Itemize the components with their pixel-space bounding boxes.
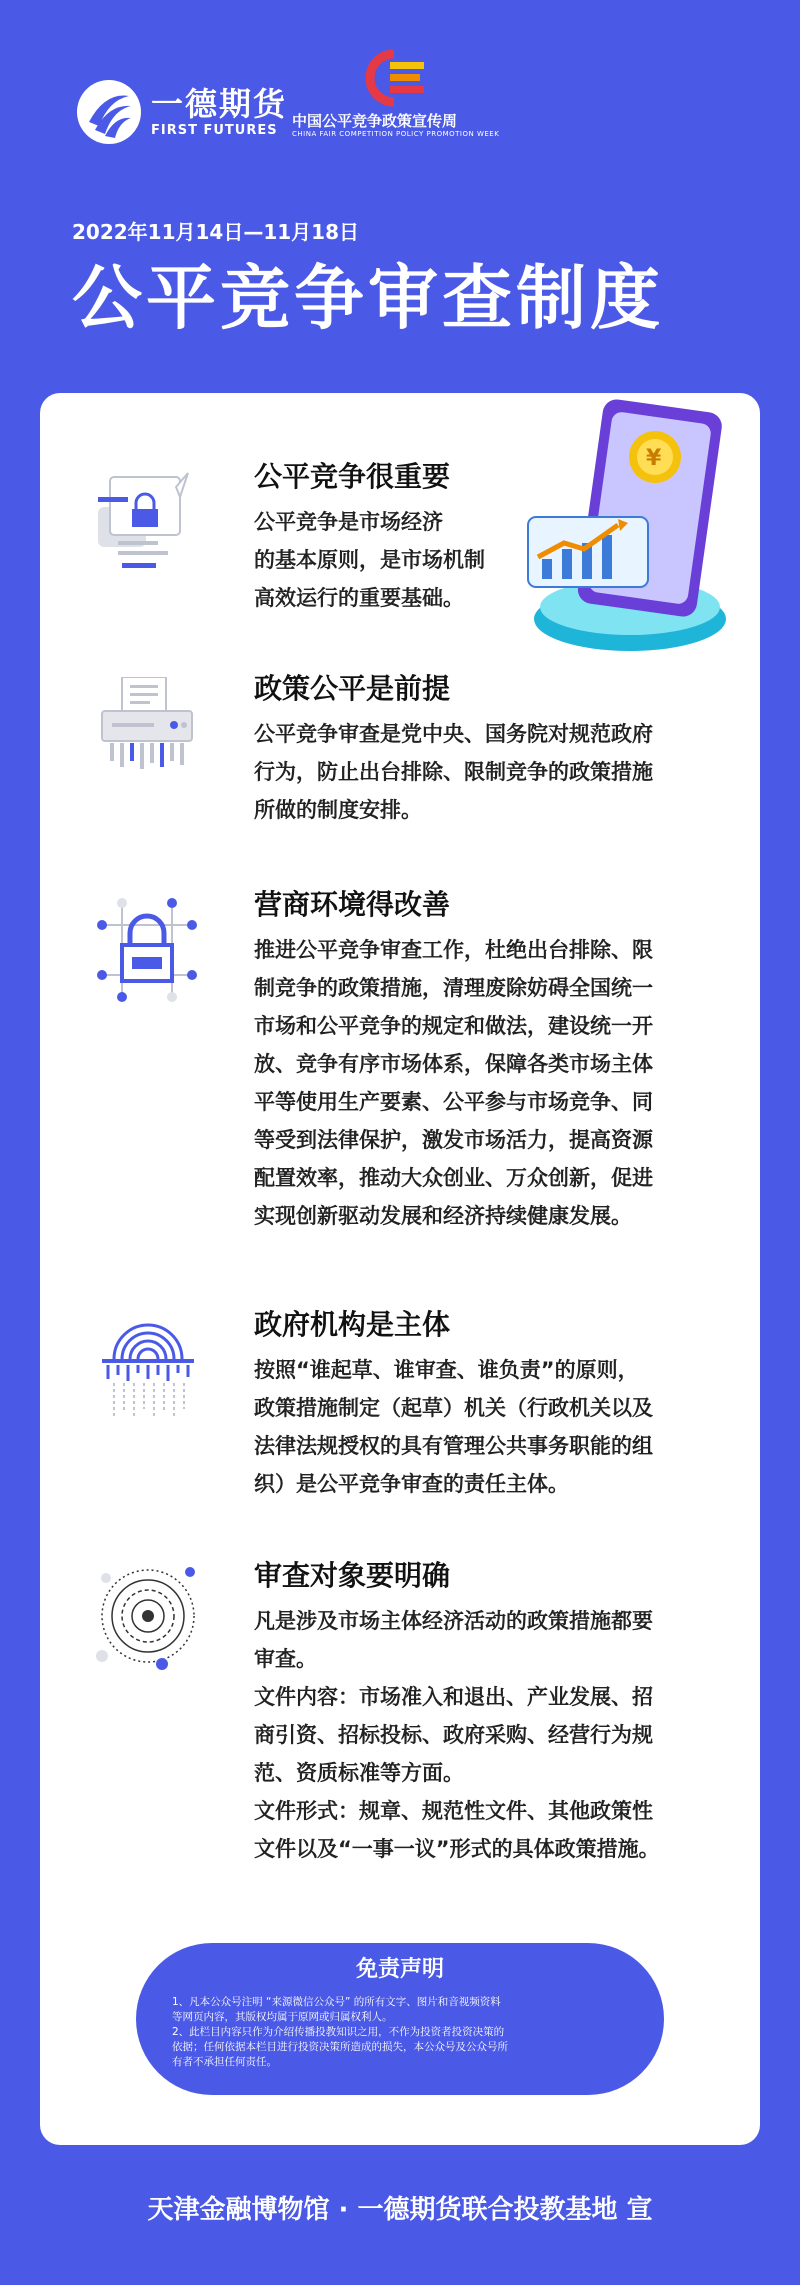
section-title: 营商环境得改善 [254, 888, 451, 921]
content-card [40, 393, 760, 2145]
logo-cn: 一德期货 [151, 85, 288, 123]
event-cn: 中国公平竞争政策宣传周 [292, 112, 458, 130]
promotion-week-emblem-icon [354, 48, 434, 108]
chat-lock-icon [92, 467, 202, 577]
svg-text:¥: ¥ [646, 446, 662, 471]
event-en: CHINA FAIR COMPETITION POLICY PROMOTION WEEK [292, 130, 500, 138]
phone-chart-illustration [520, 397, 730, 659]
disclaimer-title: 免责声明 [355, 1957, 444, 1982]
section-title: 政府机构是主体 [254, 1308, 451, 1341]
date-range: 2022年11月14日—11月18日 [72, 220, 359, 244]
header [0, 0, 800, 390]
footer-credit: 天津金融博物馆 · 一德期货联合投教基地 宣 [147, 2195, 653, 2225]
section-body: 按照“谁起草、谁审查、谁负责”的原则， 政策措施制定（起草）机关（行政机关以及 法律法规授权的具有管理公共事务职能的组 织）是公平竞争审查的责任主体。 [254, 1358, 653, 1496]
section-body: 公平竞争审查是党中央、国务院对规范政府 行为，防止出台排除、限制竞争的政策措施 所做的制度安排。 [254, 722, 653, 822]
page-title: 公平竞争审查制度 [72, 257, 664, 339]
first-futures-logo [75, 78, 287, 146]
disclaimer-box [136, 1943, 664, 2095]
fingerprint-icon [92, 1313, 202, 1423]
section-body: 凡是涉及市场主体经济活动的政策措施都要 审查。 文件内容：市场准入和退出、产业发展、招 商引资、招标投标、政府采购、经营行为规 范、资质标准等方面。 文件形式：规章、规范性文件、其他政策性 文件以及“一事一议”形式的具体政策措施。 [254, 1609, 660, 1861]
promotion-week-logo [292, 48, 502, 139]
section-title: 审查对象要明确 [254, 1559, 451, 1592]
section-title: 公平竞争很重要 [254, 460, 451, 493]
target-icon [92, 1564, 202, 1674]
disclaimer-text: 1、凡本公众号注明 “来源微信公众号” 的所有文字、图片和音视频资料 等网页内容，其版权均属于原网或归属权利人。 2、此栏目内容只作为介绍传播投教知识之用，不作为投资者投资决策的 依据；任何依据本栏目进行投资决策所造成的损失，本公众号及公众号所 有者不承担任何责任。 [172, 1996, 508, 2068]
shredder-icon [92, 677, 202, 787]
section-body: 推进公平竞争审查工作，杜绝出台排除、限 制竞争的政策措施，清理废除妨碍全国统一 市场和公平竞争的规定和做法，建设统一开 放、竞争有序市场体系，保障各类市场主体 平等使用生产要素、公平参与市场竞争、同 等受到法律保护，激发市场活力，提高资源 配置效率，推动大众创业、万众创新，促进 实现创新驱动发展和经济持续健康发展。 [254, 938, 653, 1228]
first-futures-logo-icon [75, 78, 143, 146]
section-body: 公平竞争是市场经济 的基本原则，是市场机制 高效运行的重要基础。 [254, 510, 485, 610]
padlock-network-icon [92, 895, 202, 1005]
logo-en: FIRST FUTURES [151, 123, 278, 138]
section-title: 政策公平是前提 [254, 672, 451, 705]
